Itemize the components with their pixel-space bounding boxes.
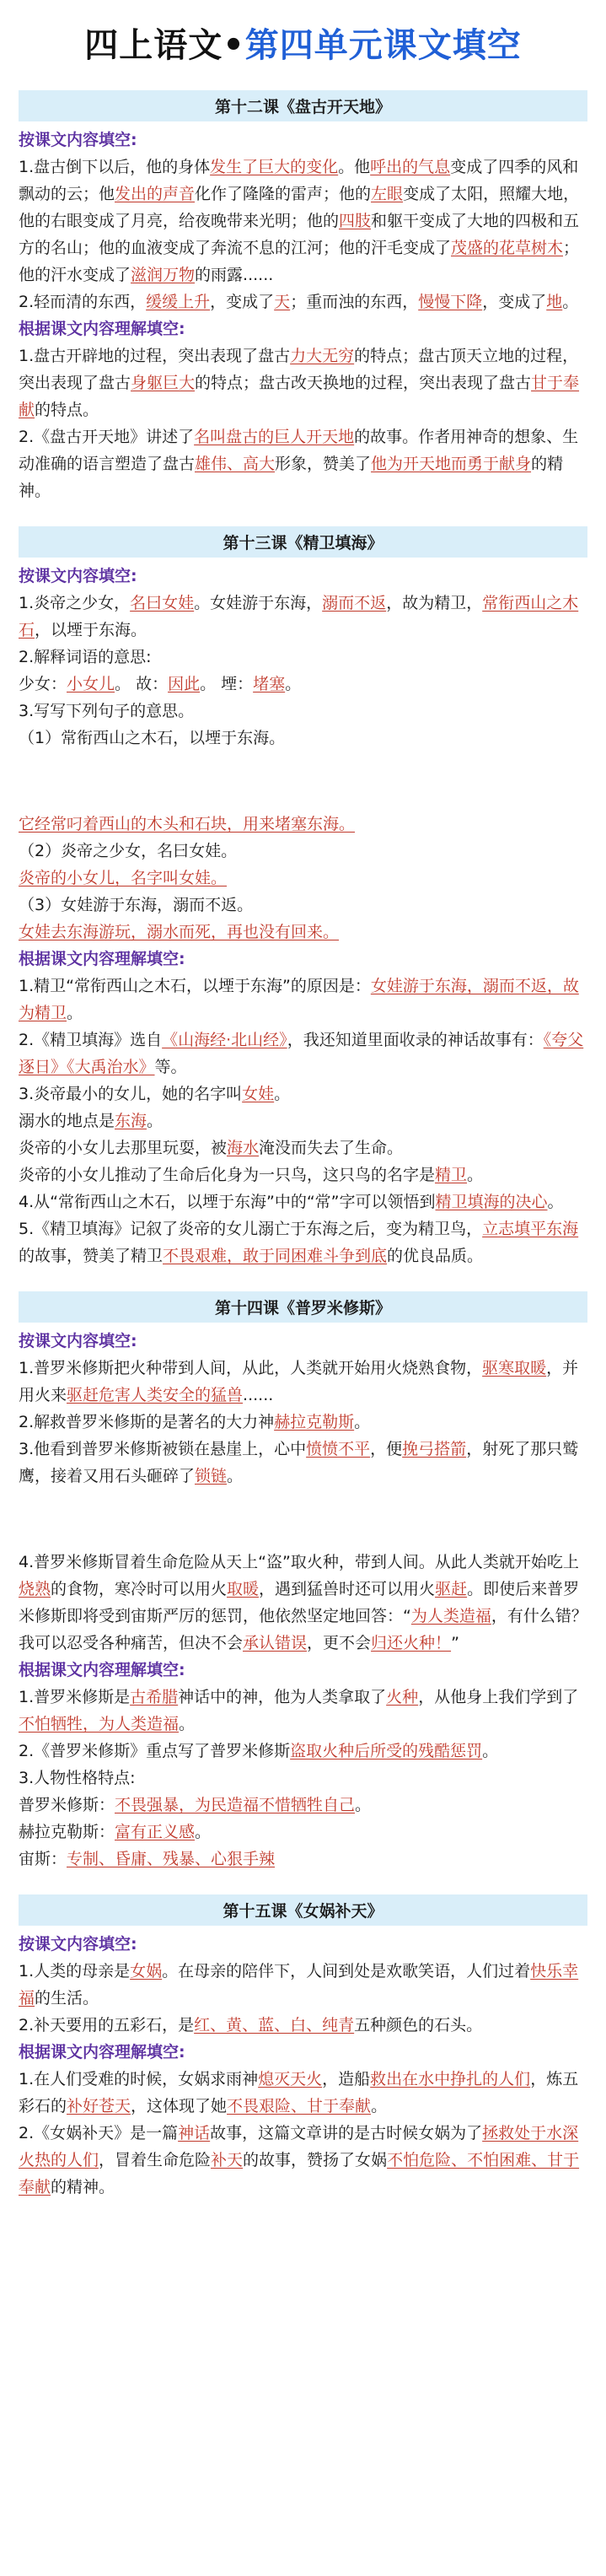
answer-fill: 女娲 [130, 1962, 163, 1981]
paragraph [19, 590, 587, 644]
text-segment: 。在母亲的陪伴下，人间到处是欢歌笑语，人们过着 [162, 1962, 531, 1981]
text-segment: 炎帝的小女儿推动了生命后化身为一只鸟，这只鸟的名字是 [19, 1166, 436, 1184]
lesson-15 [19, 1894, 587, 2201]
text-segment: ...... [243, 1386, 274, 1404]
answer-fill: 补天 [211, 2151, 244, 2169]
answer-fill: 驱赶危害人类安全的猛兽 [67, 1386, 244, 1404]
answer-fill: 发生了巨大的变化 [210, 158, 339, 176]
text-segment: 形象，赞美了 [275, 455, 372, 473]
answer-fill: 缓缓上升 [146, 293, 211, 311]
text-segment: 的故事，赞扬了女娲 [243, 2151, 388, 2169]
answer-fill: 救出在水中挣扎的人们 [370, 2070, 531, 2088]
answer-fill: 女娃 [242, 1085, 275, 1103]
answer: 女娃去东海游玩，溺水而死，再也没有回来。 [19, 923, 340, 941]
answer-fill: 茂盛的花草树木 [451, 239, 564, 257]
text-segment: 1.盘古开辟地的过程，突出表现了盘古 [19, 347, 291, 365]
blank-space [19, 752, 587, 811]
text-segment: ，遇到猛兽时还可以用火 [259, 1580, 436, 1598]
text-segment: 2.轻而清的东西， [19, 293, 147, 311]
paragraph: 3.写写下列句子的意思。 [19, 702, 195, 720]
answer-fill: 雄伟、高大 [195, 455, 276, 473]
text-segment: 神话中的神，他为人类拿取了 [178, 1688, 387, 1706]
answer-fill: 不畏艰难，敢于同困难斗争到底 [163, 1247, 388, 1265]
understand-label: 根据课文内容理解填空: [19, 950, 185, 968]
paragraph [19, 1215, 587, 1269]
lesson-banner: 第十二课《盘古开天地》 [19, 90, 587, 121]
answer-fill: 名叫盘古的巨人开天地 [194, 428, 355, 446]
paragraph [19, 2120, 587, 2201]
paragraph [19, 1355, 587, 1409]
text-segment: ，有什么错？我可以忍受各种痛苦，但决不会 [19, 1607, 587, 1652]
title-part1: 四上语文• [84, 26, 245, 65]
text-segment: ” [451, 1634, 459, 1652]
paragraph [19, 342, 587, 423]
answer-fill: 拯救处于水深火热的人们 [19, 2124, 579, 2169]
answer-fill: 驱寒取暖 [482, 1359, 547, 1377]
text-segment: ，我还知道里面收录的神话故事有： [287, 1031, 544, 1049]
answer-fill: 女娃游于东海，溺而不返，故为精卫 [19, 977, 579, 1022]
answer-fill: 甘于奉献 [19, 374, 580, 419]
text-segment: 化作了隆隆的雷声；他的 [195, 185, 372, 203]
text-segment: ，变成了 [482, 293, 547, 311]
text-segment: 1.人类的母亲是 [19, 1962, 131, 1981]
paragraph [19, 1188, 587, 1215]
answer-fill: 精卫 [435, 1166, 468, 1184]
answer-fill: 发出的声音 [115, 185, 196, 203]
answer-fill: 取暖 [227, 1580, 260, 1598]
text-segment: 的雨露...... [195, 266, 274, 284]
text-segment: 的食物，寒冷时可以用火 [51, 1580, 228, 1598]
content-label: 按课文内容填空: [19, 1332, 137, 1350]
text-segment: 。 [227, 1467, 244, 1485]
answer-fill: 古希腊 [130, 1688, 179, 1706]
text-segment: 。 [547, 1193, 564, 1211]
content-label: 按课文内容填空: [19, 1935, 137, 1954]
paragraph [19, 2012, 587, 2039]
paragraph [19, 1107, 587, 1134]
paragraph [19, 2066, 587, 2120]
text-segment: ，炼五彩石的 [19, 2070, 579, 2115]
lesson-banner: 第十三课《精卫填海》 [19, 526, 587, 558]
answer-fill: 锁链 [195, 1467, 228, 1485]
understand-label: 根据课文内容理解填空: [19, 320, 185, 338]
text-segment: 。 [482, 1742, 499, 1760]
answer-fill: 神话 [178, 2124, 211, 2142]
text-segment: 普罗米修斯： [19, 1796, 115, 1814]
answer: 炎帝的小女儿，名字叫女娃。 [19, 869, 228, 887]
answer-fill: 驱赶 [435, 1580, 468, 1598]
text-segment: 2.《盘古开天地》讲述了 [19, 428, 195, 446]
text-segment: 。 [562, 293, 579, 311]
text-segment: 少女： [19, 675, 67, 693]
text-segment: 变成了四季的风和飘动的云；他 [19, 158, 579, 203]
paragraph [19, 1549, 587, 1657]
text-segment: ，故为精卫， [386, 594, 483, 612]
text-segment: 2.解救普罗米修斯的是著名的大力神 [19, 1413, 275, 1431]
text-segment: 。 [371, 2097, 388, 2115]
answer-fill: 不畏艰险、甘于奉献 [227, 2097, 372, 2115]
text-segment: 1.精卫“常衔西山之木石，以堙于东海”的原因是： [19, 977, 371, 995]
text-segment: ，便 [370, 1440, 403, 1458]
text-segment: ，更不会 [307, 1634, 372, 1652]
answer-fill: 他为开天地而勇于献身 [371, 455, 532, 473]
text-segment: ，冒着生命危险 [99, 2151, 212, 2169]
paragraph: 2.解释词语的意思: [19, 648, 152, 666]
paragraph [19, 423, 587, 504]
answer: 它经常叼着西山的木头和石块，用来堵塞东海。 [19, 815, 356, 833]
text-segment: ；重而浊的东西， [290, 293, 419, 311]
answer-fill: 因此 [168, 675, 201, 693]
text-segment: 的特点；盘古改天换地的过程，突出表现了盘古 [195, 374, 532, 392]
answer-fill: 呼出的气息 [370, 158, 451, 176]
paragraph [19, 1161, 587, 1188]
answer-fill: 愤愤不平 [306, 1440, 371, 1458]
understand-label: 根据课文内容理解填空: [19, 2043, 185, 2061]
text-segment: 故事，这篇文章讲的是古时候女娲为了 [210, 2124, 483, 2142]
text-segment: 2.《女娲补天》是一篇 [19, 2124, 179, 2142]
text-segment: 赫拉克勒斯： [19, 1823, 115, 1841]
paragraph: 3.人物性格特点: [19, 1769, 136, 1787]
answer-fill: 左眼 [371, 185, 404, 203]
text-segment: 的优良品质。 [387, 1247, 484, 1265]
text-segment: 2.《普罗米修斯》重点写了普罗米修斯 [19, 1742, 291, 1760]
text-segment: 。 [274, 1085, 291, 1103]
text-segment: ，这体现了她 [131, 2097, 228, 2115]
paragraph: （2）炎帝之少女，名曰女娃。 [19, 842, 238, 860]
text-segment: 1.普罗米修斯是 [19, 1688, 131, 1706]
text-segment: 的故事。作者用神奇的想象、生动准确的语言塑造了盘古 [19, 428, 579, 473]
lesson-14 [19, 1291, 587, 1873]
text-segment: 。 [285, 675, 302, 693]
answer-fill: 不怕牺牲，为人类造福 [19, 1715, 180, 1733]
paragraph [19, 1819, 587, 1846]
answer-fill: 不怕危险、不怕困难、甘于奉献 [19, 2151, 580, 2196]
text-segment: 五种颜色的石头。 [354, 2016, 483, 2034]
text-segment: 1.在人们受难的时候，女娲求雨神 [19, 2070, 259, 2088]
text-segment: 的故事，赞美了精卫 [19, 1247, 164, 1265]
text-segment: 炎帝的小女儿去那里玩耍，被 [19, 1139, 228, 1157]
answer-fill: 火种 [386, 1688, 419, 1706]
answer-fill: 专制、昏庸、残暴、心狠手辣 [67, 1850, 276, 1868]
answer-fill: 补好苍天 [67, 2097, 131, 2115]
answer-fill: 挽弓搭箭 [402, 1440, 467, 1458]
paragraph [19, 1134, 587, 1161]
answer-fill: 富有正义感 [115, 1823, 196, 1841]
paragraph [19, 1081, 587, 1107]
answer-fill: 不畏强暴，为民造福不惜牺牲自己 [115, 1796, 356, 1814]
answer-fill: 常衔西山之木石 [19, 594, 579, 639]
text-segment: 的精神。 [19, 455, 564, 500]
text-segment: 5.《精卫填海》记叙了炎帝的女儿溺亡于东海之后，变为精卫鸟， [19, 1220, 483, 1238]
answer-fill: 立志填平东海 [482, 1220, 579, 1238]
text-segment: ，从他身上我们学到了 [418, 1688, 579, 1706]
text-segment: 。 [355, 1796, 372, 1814]
text-segment: 溺水的地点是 [19, 1112, 115, 1130]
answer-fill: 溺而不返 [322, 594, 387, 612]
text-segment: 。他 [338, 158, 371, 176]
answer-fill: 东海 [115, 1112, 147, 1130]
text-segment: 。 [67, 1004, 83, 1022]
text-segment: 。 [467, 1166, 484, 1184]
text-segment: 和躯干变成了大地的四极和五方的名山；他的血液变成了奔流不息的江河；他的汗毛变成了 [19, 212, 580, 257]
answer-fill: 名曰女娃 [130, 594, 195, 612]
paragraph [19, 154, 587, 288]
page-title [19, 0, 587, 75]
paragraph [19, 973, 587, 1027]
title-part2: 第四单元课文填空 [244, 26, 522, 65]
text-segment: 。 [179, 1715, 196, 1733]
answer-fill: 滋润万物 [131, 266, 196, 284]
text-segment: 的特点。 [35, 401, 99, 419]
text-segment: 1.盘古倒下以后，他的身体 [19, 158, 211, 176]
text-segment: 等。 [154, 1058, 187, 1076]
text-segment: 2.补天要用的五彩石，是 [19, 2016, 195, 2034]
answer-fill: 天 [274, 293, 291, 311]
paragraph [19, 1684, 587, 1738]
text-segment: 3.他看到普罗米修斯被锁在悬崖上，心中 [19, 1440, 307, 1458]
text-segment: 淹没而失去了生命。 [259, 1139, 404, 1157]
text-segment: ，造船 [322, 2070, 371, 2088]
text-segment: 。女娃游于东海， [194, 594, 323, 612]
answer-fill: 《夸父逐日》《大禹治水》 [19, 1031, 584, 1076]
content-label: 按课文内容填空: [19, 567, 137, 585]
paragraph [19, 1846, 587, 1873]
answer-fill: 快乐幸福 [19, 1962, 579, 2007]
paragraph [19, 1409, 587, 1436]
answer-fill: 精卫填海的决心 [435, 1193, 548, 1211]
blank-space [19, 1490, 587, 1549]
answer-fill: 熄灭天火 [258, 2070, 323, 2088]
text-segment: 。 [147, 1112, 164, 1130]
paragraph [19, 671, 587, 698]
text-segment: ，变成了 [210, 293, 275, 311]
text-segment: 。 故： [115, 675, 169, 693]
answer-fill: 身躯巨大 [131, 374, 196, 392]
paragraph [19, 288, 587, 315]
answer-fill: 四肢 [339, 212, 372, 230]
lesson-banner: 第十五课《女娲补天》 [19, 1894, 587, 1926]
answer-fill: 海水 [227, 1139, 260, 1157]
text-segment: 2.《精卫填海》选自 [19, 1031, 163, 1049]
answer-fill: 红、黄、蓝、白、纯青 [194, 2016, 355, 2034]
answer-fill: 《山海经·北山经》 [162, 1031, 287, 1049]
text-segment: 的精神。 [51, 2178, 115, 2196]
text-segment: 。 [195, 1823, 212, 1841]
answer-fill: 为人类造福 [410, 1607, 491, 1625]
text-segment: ，射死了那只鹫鹰，接着又用石头砸碎了 [19, 1440, 579, 1485]
text-segment: ，以堙于东海。 [35, 621, 147, 639]
paragraph [19, 1792, 587, 1819]
text-segment: 的特点；盘古顶天立地的过程，突出表现了盘古 [19, 347, 579, 392]
text-segment: 4.普罗米修斯冒着生命危险从天上“盗”取火种，带到人间。从此人类就开始吃上 [19, 1553, 579, 1571]
paragraph: （1）常衔西山之木石，以堙于东海。 [19, 729, 286, 747]
answer-fill: 赫拉克勒斯 [274, 1413, 355, 1431]
text-segment: 1.炎帝之少女， [19, 594, 131, 612]
text-segment: 1.普罗米修斯把火种带到人间，从此，人类就开始用火烧熟食物， [19, 1359, 483, 1377]
text-segment: 。 堙： [200, 675, 254, 693]
text-segment: ；他的汗水变成了 [19, 239, 580, 284]
answer-fill: 承认错误 [243, 1634, 308, 1652]
paragraph: （3）女娃游于东海，溺而不返。 [19, 896, 254, 914]
answer-fill: 力大无穷 [290, 347, 355, 365]
lesson-banner: 第十四课《普罗米修斯》 [19, 1291, 587, 1323]
text-segment: 变成了太阳，照耀大地，他的右眼变成了月亮，给夜晚带来光明；他的 [19, 185, 580, 230]
lesson-13 [19, 526, 587, 1269]
paragraph [19, 1958, 587, 2012]
text-segment: 。 [354, 1413, 371, 1431]
text-segment: 4.从“常衔西山之木石，以堙于东海”中的“常”字可以领悟到 [19, 1193, 436, 1211]
paragraph [19, 1738, 587, 1765]
answer-fill: 地 [546, 293, 563, 311]
paragraph [19, 1436, 587, 1490]
answer-fill: 归还火种！ [371, 1634, 452, 1652]
answer-fill: 小女儿 [67, 675, 115, 693]
answer-fill: 堵塞 [253, 675, 286, 693]
text-segment: 的生活。 [35, 1989, 99, 2007]
paragraph [19, 1027, 587, 1081]
content-label: 按课文内容填空: [19, 131, 137, 149]
text-segment: 。即使后来普罗米修斯即将受到宙斯严厉的惩罚，他依然坚定地回答：“ [19, 1580, 580, 1625]
answer-fill: 慢慢下降 [418, 293, 483, 311]
text-segment: 宙斯： [19, 1850, 67, 1868]
understand-label: 根据课文内容理解填空: [19, 1661, 185, 1679]
answer-fill: 盗取火种后所受的残酷惩罚 [290, 1742, 483, 1760]
text-segment: ，并用火来 [19, 1359, 579, 1404]
answer-fill: 烧熟 [19, 1580, 51, 1598]
text-segment: 3.炎帝最小的女儿，她的名字叫 [19, 1085, 243, 1103]
lesson-12 [19, 90, 587, 504]
